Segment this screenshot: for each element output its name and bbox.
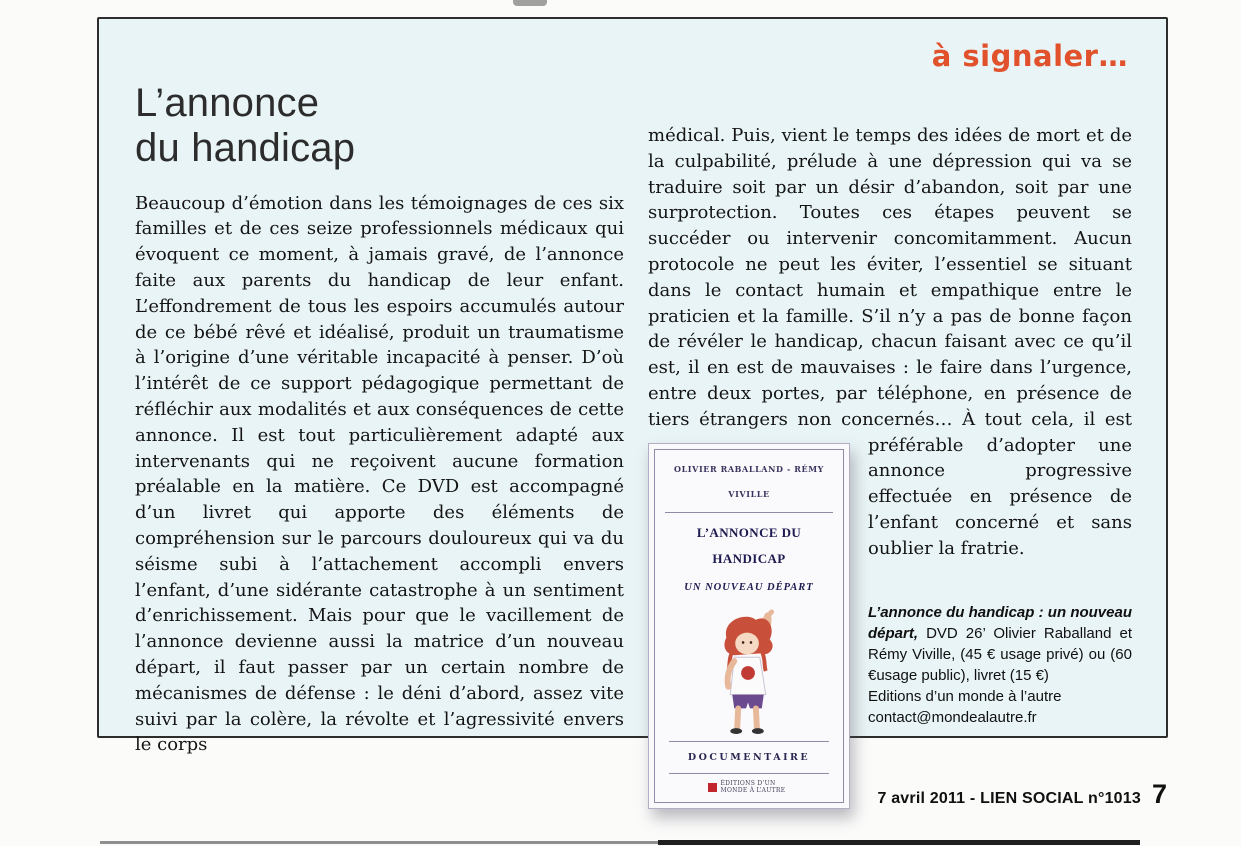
- right-column-text-part1: médical. Puis, vient le temps des idées de mort et de la culpabilité, prélude à une dépression qui va se traduire soit par un désir d’abandon, soit par une surprotection. Toutes ces étapes peuvent se succéder ou intervenir concomitamment. Aucun protocole ne peut les éviter, l’essentiel se situant dans le contact humain et empathique entre le praticien et la famille. S’il n’y a pas de bonne façon de révéler le handicap, chacun faisant avec ce qu’il est, il en est de mauvaises : le faire dans l’urgence, entre deux portes, par téléphone, en présence de tiers étrangers non concernés… À tout: [648, 125, 1132, 430]
- dvd-cover: [648, 443, 850, 810]
- article-title: [135, 81, 624, 171]
- article-title-line1: L’annonce: [135, 81, 320, 125]
- page-number: 7: [1151, 779, 1167, 809]
- right-column-text: [648, 123, 1132, 795]
- dvd-cover-frame: [654, 449, 844, 804]
- left-column: [135, 81, 624, 758]
- article-panel: [97, 17, 1168, 795]
- section-header: à signaler…: [931, 39, 1128, 73]
- caption-title: L’annonce du handicap : un nouveau départ,: [868, 603, 1132, 642]
- dvd-genre-label: DOCUMENTAIRE: [669, 741, 829, 775]
- dvd-cover-photo: [648, 443, 850, 810]
- page-footer: [877, 779, 1167, 810]
- scan-artifact-top: [513, 0, 547, 6]
- girl-drawing-icon: [703, 608, 795, 736]
- caption-publisher: Editions d’un monde à l’autre: [868, 687, 1062, 705]
- dvd-illustration: [703, 608, 795, 736]
- scan-artifact-bottom-left: [100, 841, 658, 844]
- publisher-logo: [659, 780, 839, 794]
- right-column-text-part2: cela, il est préférable d’adopter une annonce progressive effectuée en présence de l’enfant concerné et sans oublier la fratrie.: [868, 408, 1132, 559]
- left-column-text: Beaucoup d’émotion dans les témoignages de ces six familles et de ces seize professionnels médicaux qui évoquent ce moment, à jamais gravé, de l’annonce faite aux parents du handicap de leur enfant. L’effondrement de tous les espoirs accumulés autour de ce bébé rêvé et idéalisé, produit un traumatisme à l’origine d’une véritable incapacité à penser. D’où l’intérêt de ce support pédagogique permettant de réfléchir aux modalités et aux conséquences de cette annonce. Il est tout particulièrement adapté aux intervenants qui ne reçoivent aucune formation préalable en la matière. Ce DVD est accompagné d’un livret qui apporte des éléments de compréhension sur le parcours douloureux qui va du séisme subi à l’attachement accompli envers l’enfant, d’une sidérante catastrophe à un sentiment d’enrichissement. Mais pour que le vacillement de l’annonce devienne aussi la matrice d’un nouveau départ, il faut passer par un certain nombre de mécanismes de défense : le déni d’abord, assez vite suivi par la colère, la révolte et l’agressivité envers le corps: [135, 192, 624, 756]
- dvd-authors: OLIVIER RABALLAND - RÉMY VIVILLE: [665, 457, 833, 514]
- article-title-line2: du handicap: [135, 125, 356, 170]
- footer-issue-info: 7 avril 2011 - LIEN SOCIAL n°1013: [877, 790, 1141, 807]
- publisher-logo-text: ÉDITIONS D’UN MONDE À L’AUTRE: [720, 780, 786, 795]
- dvd-title: L’ANNONCE DU HANDICAP: [696, 525, 802, 566]
- right-column: [648, 123, 1132, 817]
- publisher-logo-icon: [708, 783, 717, 792]
- caption-contact-email: contact@mondealautre.fr: [868, 708, 1037, 726]
- dvd-subtitle: UN NOUVEAU DÉPART: [684, 581, 814, 593]
- scan-artifact-bottom-right: [658, 840, 1140, 845]
- caption-details: DVD 26’ Olivier Raballand et Rémy Viville, (45 € usage privé) ou (60 €usage public), livret (15 €): [868, 624, 1132, 684]
